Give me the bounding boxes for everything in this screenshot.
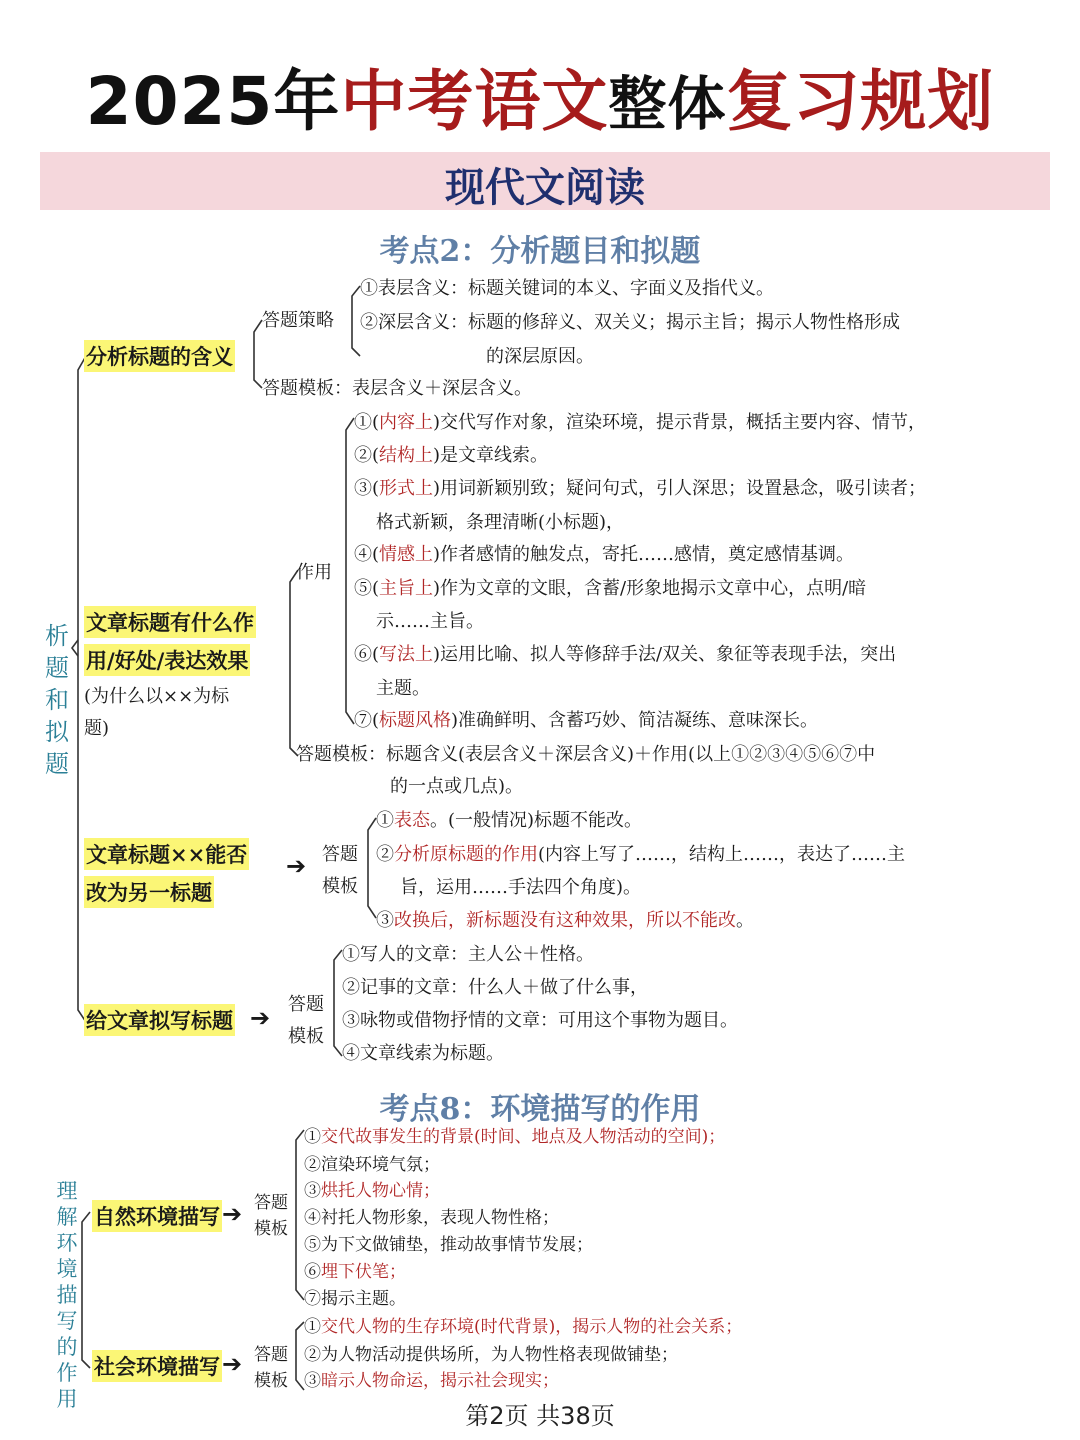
natural-item-4: ④衬托人物形象，表现人物性格； bbox=[304, 1208, 559, 1228]
topic3-title-line2: 改为另一标题 bbox=[84, 876, 214, 908]
topic2-title-line3: (为什么以××为标 bbox=[84, 686, 230, 707]
section-banner-text: 现代文阅读 bbox=[445, 164, 645, 211]
social-item-3: ③暗示人物命运，揭示社会现实； bbox=[304, 1371, 559, 1391]
section2-heading: 考点8：环境描写的作用 bbox=[379, 1092, 701, 1127]
topic3-answer-2: ②分析原标题的作用(内容上写了……，结构上……，表达了……主 bbox=[376, 844, 906, 865]
title-plan: 复习规划 bbox=[726, 63, 995, 140]
topic4-item-4: ④文章线索为标题。 bbox=[342, 1043, 504, 1064]
natural-title: 自然环境描写 bbox=[92, 1200, 222, 1232]
title-subject: 中考语文 bbox=[340, 63, 609, 140]
natural-item-7: ⑦揭示主题。 bbox=[304, 1289, 406, 1309]
strategy-item-1: ①表层含义：标题关键词的本义、字面义及指代义。 bbox=[360, 278, 774, 299]
social-label-line2: 模板 bbox=[254, 1371, 288, 1391]
topic1-template: 答题模板：表层含义＋深层含义。 bbox=[262, 378, 532, 399]
section1-side-label: 析题和拟题 bbox=[45, 622, 69, 778]
effect-key-4: 情感上 bbox=[379, 544, 434, 565]
effect-key-6: 写法上 bbox=[379, 644, 434, 665]
natural-item-3: ③烘托人物心情； bbox=[304, 1181, 440, 1201]
topic3-arrow-icon: ➔ bbox=[286, 852, 307, 880]
topic1-title: 分析标题的含义 bbox=[84, 340, 235, 372]
natural-brace bbox=[296, 1130, 304, 1300]
topic3-key-3: 改换后，新标题没有这种效果，所以不能改 bbox=[394, 910, 736, 931]
title-year: 2025年 bbox=[85, 63, 341, 140]
topic3-answer-3: ③改换后，新标题没有这种效果，所以不能改。 bbox=[376, 910, 754, 931]
natural-item-2: ②渲染环境气氛； bbox=[304, 1155, 440, 1175]
title-overall: 整体 bbox=[608, 70, 727, 138]
topic4-item-2: ②记事的文章：什么人＋做了什么事， bbox=[342, 977, 648, 998]
effect-item-4: ④(情感上)作者感情的触发点，寄托……感情，奠定感情基调。 bbox=[354, 544, 855, 565]
natural-item-1: ①交代故事发生的背景(时间、地点及人物活动的空间)； bbox=[304, 1127, 726, 1147]
topic3-key-2: 分析原标题的作用 bbox=[394, 844, 538, 865]
effect-key-7: 标题风格 bbox=[379, 710, 452, 731]
natural-arrow-icon: ➔ bbox=[222, 1200, 243, 1228]
effect-key-3: 形式上 bbox=[379, 478, 434, 499]
topic4-item-1: ①写人的文章：主人公＋性格。 bbox=[342, 944, 594, 965]
topic2-title-line1: 文章标题有什么作 bbox=[84, 606, 256, 638]
topic4-title: 给文章拟写标题 bbox=[84, 1004, 235, 1036]
effect-item-7: ⑦(标题风格)准确鲜明、含蓄巧妙、简洁凝练、意味深长。 bbox=[354, 710, 819, 731]
effect-key-5: 主旨上 bbox=[379, 578, 434, 599]
natural-item-6: ⑥埋下伏笔； bbox=[304, 1262, 406, 1282]
topic2-title-line4: 题) bbox=[84, 718, 110, 739]
social-title: 社会环境描写 bbox=[92, 1350, 222, 1382]
topic4-label-line2: 模板 bbox=[288, 1026, 324, 1047]
topic4-brace bbox=[334, 950, 342, 1056]
effect-brace bbox=[346, 418, 354, 724]
effect-item-3: ③(形式上)用词新颖别致；疑问句式，引人深思；设置悬念，吸引读者； bbox=[354, 478, 927, 499]
page-number: 第2页 共38页 bbox=[465, 1402, 615, 1430]
effect-key-1: 内容上 bbox=[379, 412, 434, 433]
topic3-title-line1: 文章标题××能否 bbox=[84, 838, 249, 870]
topic3-key-1: 表态 bbox=[394, 810, 430, 831]
topic2-template: 答题模板：标题含义(表层含义＋深层含义)＋作用(以上①②③④⑤⑥⑦中 bbox=[296, 744, 876, 765]
strategy-brace bbox=[352, 286, 360, 356]
topic4-label-line1: 答题 bbox=[288, 994, 324, 1015]
social-label-line1: 答题 bbox=[254, 1345, 288, 1365]
effect-item-3-cont: 格式新颖，条理清晰(小标题)， bbox=[376, 512, 625, 533]
topic2-title-line2: 用/好处/表达效果 bbox=[84, 644, 250, 676]
social-brace bbox=[296, 1322, 304, 1390]
topic3-answer-1: ①表态。(一般情况)标题不能改。 bbox=[376, 810, 643, 831]
effect-item-5: ⑤(主旨上)作为文章的文眼，含蓄/形象地揭示文章中心，点明/暗 bbox=[354, 578, 867, 599]
social-arrow-icon: ➔ bbox=[222, 1350, 243, 1378]
natural-label-line1: 答题 bbox=[254, 1193, 288, 1213]
topic4-arrow-icon: ➔ bbox=[250, 1004, 271, 1032]
social-item-2: ②为人物活动提供场所，为人物性格表现做铺垫； bbox=[304, 1345, 678, 1365]
topic3-brace bbox=[368, 818, 376, 918]
page-title bbox=[0, 48, 1080, 143]
effect-key-2: 结构上 bbox=[379, 445, 434, 466]
topic3-answer-2-cont: 旨，运用……手法四个角度)。 bbox=[400, 877, 642, 898]
effect-label: 作用 bbox=[296, 562, 332, 583]
natural-item-5: ⑤为下文做铺垫，推动故事情节发展； bbox=[304, 1235, 593, 1255]
section2-side-label: 理解环境描写的作用 bbox=[56, 1179, 78, 1411]
strategy-label: 答题策略 bbox=[262, 310, 334, 331]
topic3-label-line2: 模板 bbox=[322, 876, 358, 897]
social-item-1: ①交代人物的生存环境(时代背景)，揭示人物的社会关系； bbox=[304, 1317, 743, 1337]
topic2-template-cont: 的一点或几点)。 bbox=[390, 776, 524, 797]
effect-item-6: ⑥(写法上)运用比喻、拟人等修辞手法/双关、象征等表现手法，突出 bbox=[354, 644, 897, 665]
topic2-brace bbox=[290, 570, 298, 756]
topic3-label-line1: 答题 bbox=[322, 844, 358, 865]
natural-label-line2: 模板 bbox=[254, 1219, 288, 1239]
effect-item-1: ①(内容上)交代写作对象，渲染环境，提示背景，概括主要内容、情节， bbox=[354, 412, 927, 433]
section1-heading: 考点2：分析题目和拟题 bbox=[379, 234, 701, 269]
topic4-item-3: ③咏物或借物抒情的文章：可用这个事物为题目。 bbox=[342, 1010, 738, 1031]
strategy-item-2-cont: 的深层原因。 bbox=[486, 346, 594, 367]
effect-item-2: ②(结构上)是文章线索。 bbox=[354, 445, 549, 466]
topic1-brace bbox=[254, 320, 262, 388]
strategy-item-2: ②深层含义：标题的修辞义、双关义；揭示主旨；揭示人物性格形成 bbox=[360, 312, 900, 333]
effect-item-6-cont: 主题。 bbox=[376, 678, 430, 699]
effect-item-5-cont: 示……主旨。 bbox=[376, 611, 484, 632]
